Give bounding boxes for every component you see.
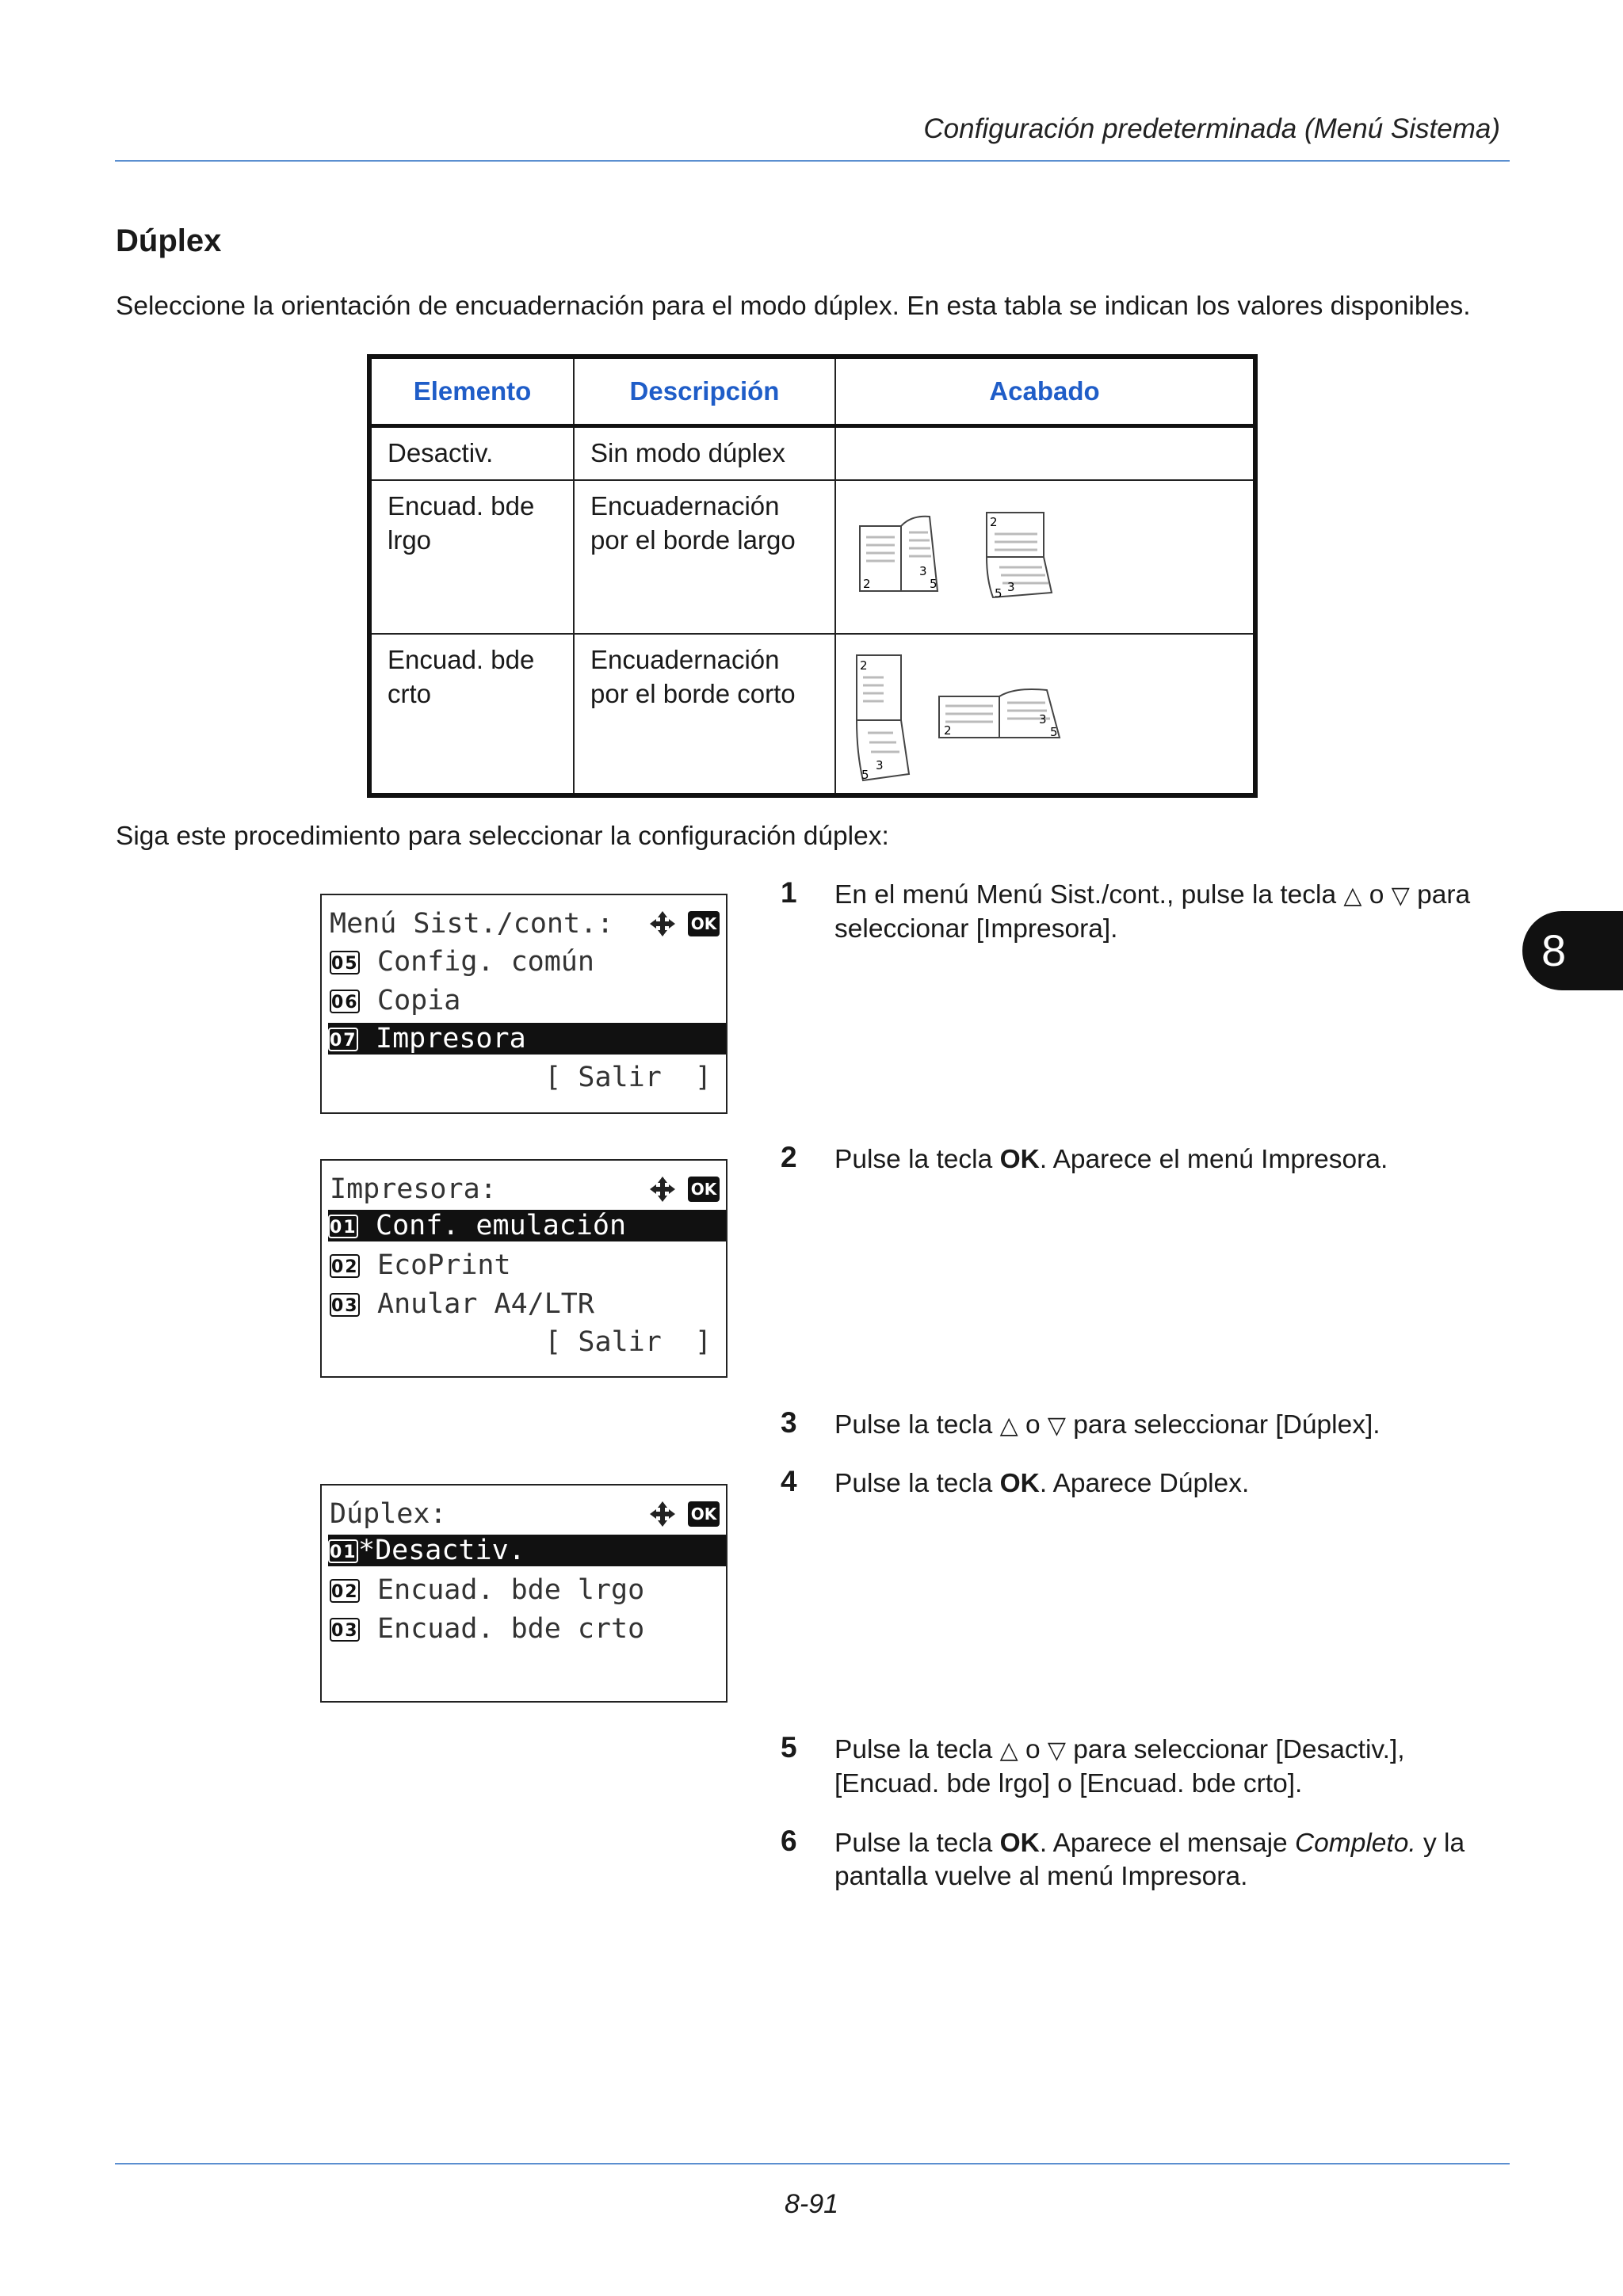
item-number: 01 [328, 1539, 358, 1563]
item-label: Anular A4/LTR [377, 1288, 594, 1320]
item-label: Encuad. bde lrgo [377, 1574, 645, 1606]
step-text: Pulse la tecla OK. Aparece el mensaje Completo. y la pantalla vuelve al menú Impresora. [834, 1829, 1465, 1891]
row-item: Desactiv. [369, 426, 574, 480]
down-arrow-icon: ▽ [1047, 1413, 1066, 1439]
item-label: *Desactiv. [358, 1535, 525, 1566]
duplex-options-table [367, 354, 1258, 798]
chapter-tab: 8 [1522, 911, 1623, 990]
ok-key-icon: OK [688, 1177, 720, 1202]
lcd-title: Dúplex: [330, 1498, 447, 1530]
row-finish [835, 426, 1255, 480]
page-label: 2 [860, 658, 868, 673]
step-number: 4 [781, 1465, 797, 1497]
down-arrow-icon: ▽ [1047, 1737, 1066, 1764]
lcd-menu-item [330, 946, 720, 978]
step-number: 3 [781, 1406, 797, 1439]
lcd-menu-item [330, 1574, 720, 1606]
page-label: 5 [1050, 724, 1058, 739]
page-label: 5 [930, 576, 938, 591]
lcd-menu-item-selected [328, 1535, 726, 1566]
down-arrow-icon: ▽ [1391, 883, 1410, 909]
lcd-title: Impresora: [330, 1173, 497, 1205]
item-number: 03 [330, 1293, 360, 1317]
running-header: Configuración predeterminada (Menú Sistema) [923, 113, 1500, 144]
lcd-menu-item [330, 1249, 720, 1281]
long-edge-binding-illustration [852, 509, 1066, 604]
navigation-cross-icon [647, 1173, 678, 1205]
lcd-menu-item-selected [328, 1023, 726, 1055]
step-number: 6 [781, 1825, 797, 1857]
short-edge-binding-illustration [852, 650, 1082, 785]
table-header-row [369, 357, 1255, 426]
page-label: 3 [919, 563, 927, 578]
ok-key-icon: OK [688, 911, 720, 936]
step-number: 1 [781, 876, 797, 909]
header-rule [115, 160, 1510, 162]
step-text: Pulse la tecla △ o ▽ para seleccionar [Dúplex]. [834, 1410, 1381, 1440]
row-finish [835, 480, 1255, 634]
lcd-menu-item-selected [328, 1210, 726, 1241]
procedure-intro: Siga este procedimiento para seleccionar la configuración dúplex: [116, 822, 889, 851]
lcd-exit-softkey: [ Salir ] [544, 1062, 712, 1093]
item-label: Impresora [376, 1023, 526, 1055]
row-finish [835, 634, 1255, 795]
lcd-screen-system-menu [320, 894, 727, 1114]
lcd-menu-item [330, 985, 720, 1016]
lcd-menu-item [330, 1613, 720, 1645]
page-label: 3 [876, 757, 884, 772]
item-label: Copia [377, 985, 461, 1016]
up-arrow-icon: △ [999, 1737, 1018, 1764]
page-label: 2 [944, 723, 952, 738]
row-item: Encuad. bde crto [369, 634, 574, 795]
table-row [369, 634, 1255, 795]
step-number: 2 [781, 1141, 797, 1173]
row-description: Encuadernación por el borde largo [574, 480, 835, 634]
section-title: Dúplex [116, 223, 222, 258]
navigation-cross-icon [647, 908, 678, 940]
lcd-menu-item [330, 1288, 720, 1320]
up-arrow-icon: △ [1343, 883, 1362, 909]
table-row [369, 480, 1255, 634]
lcd-screen-printer-menu [320, 1159, 727, 1378]
navigation-cross-icon [647, 1498, 678, 1530]
page-number: 8-91 [784, 2189, 839, 2219]
row-description: Encuadernación por el borde corto [574, 634, 835, 795]
item-label: Conf. emulación [376, 1210, 627, 1241]
ok-key-icon: OK [688, 1501, 720, 1527]
item-label: Config. común [377, 946, 594, 978]
lcd-exit-softkey: [ Salir ] [544, 1326, 712, 1358]
page-label: 2 [863, 576, 871, 591]
item-number: 02 [330, 1579, 360, 1603]
footer-rule [115, 2163, 1510, 2164]
up-arrow-icon: △ [999, 1413, 1018, 1439]
page-label: 5 [995, 585, 1002, 601]
item-number: 03 [330, 1618, 360, 1642]
page-label: 3 [1007, 579, 1015, 594]
item-number: 07 [328, 1028, 358, 1051]
page-label: 3 [1039, 711, 1047, 727]
step-text: Pulse la tecla OK. Aparece Dúplex. [834, 1469, 1250, 1498]
column-header-description: Descripción [574, 357, 835, 426]
page-label: 2 [990, 514, 998, 529]
lcd-screen-duplex-menu [320, 1484, 727, 1703]
step-text: En el menú Menú Sist./cont., pulse la tecla △ o ▽ para seleccionar [Impresora]. [834, 880, 1471, 944]
step-text: Pulse la tecla OK. Aparece el menú Impresora. [834, 1145, 1388, 1174]
item-number: 05 [330, 951, 360, 974]
table-row [369, 426, 1255, 480]
column-header-finish: Acabado [835, 357, 1255, 426]
page-label: 5 [861, 767, 869, 782]
step-number: 5 [781, 1731, 797, 1764]
item-number: 06 [330, 990, 360, 1013]
item-label: Encuad. bde crto [377, 1613, 645, 1645]
row-item: Encuad. bde lrgo [369, 480, 574, 634]
row-description: Sin modo dúplex [574, 426, 835, 480]
step-text: Pulse la tecla △ o ▽ para seleccionar [Desactiv.], [Encuad. bde lrgo] o [Encuad. bde crto]. [834, 1735, 1405, 1798]
section-intro: Seleccione la orientación de encuadernación para el modo dúplex. En esta tabla se indican los valores disponibles. [116, 292, 1471, 321]
item-label: EcoPrint [377, 1249, 511, 1281]
column-header-element: Elemento [369, 357, 574, 426]
item-number: 01 [328, 1215, 358, 1238]
item-number: 02 [330, 1254, 360, 1278]
lcd-title: Menú Sist./cont.: [330, 908, 614, 940]
